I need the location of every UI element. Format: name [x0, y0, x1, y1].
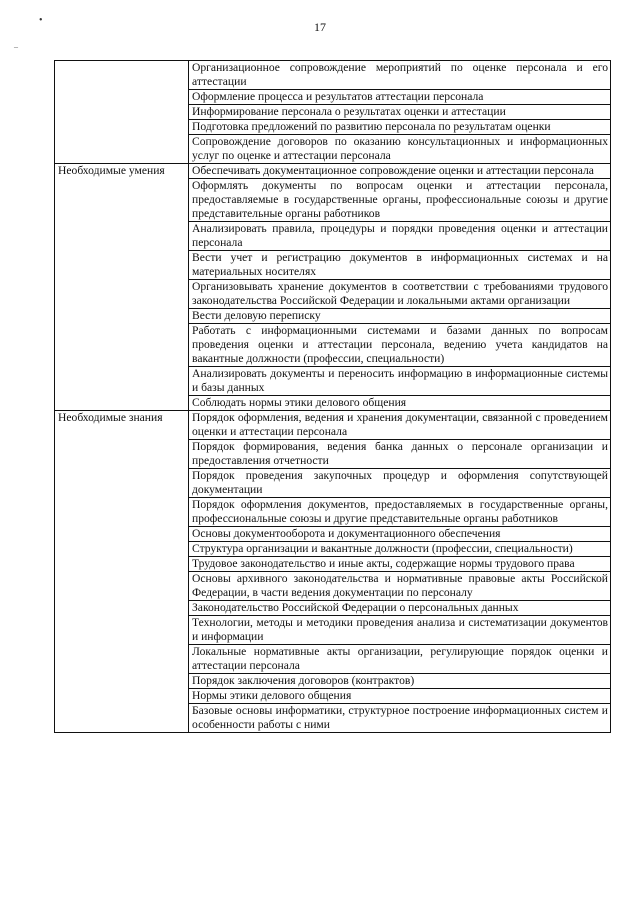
- requirement-item: Анализировать документы и переносить информацию в информационные системы и базы данных: [189, 367, 611, 396]
- requirement-item: Законодательство Российской Федерации о персональных данных: [189, 601, 611, 616]
- requirement-item: Сопровождение договоров по оказанию консультационных и информационных услуг по оценке и аттестации персонала: [189, 135, 611, 164]
- requirement-item: Соблюдать нормы этики делового общения: [189, 396, 611, 411]
- requirement-item: Обеспечивать документационное сопровождение оценки и аттестации персонала: [189, 164, 611, 179]
- table-row: [55, 61, 611, 90]
- table-row: [55, 411, 611, 440]
- page-number: 17: [314, 20, 326, 34]
- requirement-item: Технологии, методы и методики проведения анализа и систематизации документов и информации: [189, 616, 611, 645]
- requirement-item: Порядок оформления документов, предоставляемых в государственные органы, профессиональные союзы и другие представительные органы работников: [189, 498, 611, 527]
- section-label: Необходимые знания: [55, 411, 189, 733]
- requirement-item: Порядок формирования, ведения банка данных о персонале организации и предоставления отчетности: [189, 440, 611, 469]
- requirement-item: Оформлять документы по вопросам оценки и аттестации персонала, предоставляемые в государственные органы, профессиональные союзы и другие представительные органы работников: [189, 179, 611, 222]
- requirement-item: Организационное сопровождение мероприятий по оценке персонала и его аттестации: [189, 61, 611, 90]
- requirement-item: Организовывать хранение документов в соответствии с требованиями трудового законодательства Российской Федерации и локальными актами организации: [189, 280, 611, 309]
- requirement-item: Основы архивного законодательства и нормативные правовые акты Российской Федерации, в части ведения документации по персоналу: [189, 572, 611, 601]
- requirement-item: Порядок заключения договоров (контрактов): [189, 674, 611, 689]
- table-row: [55, 164, 611, 179]
- requirement-item: Структура организации и вакантные должности (профессии, специальности): [189, 542, 611, 557]
- requirements-table-body: [55, 61, 611, 733]
- requirement-item: Анализировать правила, процедуры и порядки проведения оценки и аттестации персонала: [189, 222, 611, 251]
- requirement-item: Вести учет и регистрацию документов в информационных системах и на материальных носителях: [189, 251, 611, 280]
- section-label: Необходимые умения: [55, 164, 189, 411]
- requirement-item: Порядок оформления, ведения и хранения документации, связанной с проведением оценки и аттестации персонала: [189, 411, 611, 440]
- requirement-item: Основы документооборота и документационного обеспечения: [189, 527, 611, 542]
- requirement-item: Информирование персонала о результатах оценки и аттестации: [189, 105, 611, 120]
- requirement-item: Трудовое законодательство и иные акты, содержащие нормы трудового права: [189, 557, 611, 572]
- requirement-item: Базовые основы информатики, структурное построение информационных систем и особенности работы с ними: [189, 704, 611, 733]
- requirement-item: Нормы этики делового общения: [189, 689, 611, 704]
- section-label: [55, 61, 189, 164]
- scan-mark: •: [39, 15, 43, 26]
- requirement-item: Оформление процесса и результатов аттестации персонала: [189, 90, 611, 105]
- requirement-item: Работать с информационными системами и базами данных по вопросам проведения оценки и аттестации персонала, ведению учета кандидатов на вакантные должности (профессии, специальности): [189, 324, 611, 367]
- requirements-table: [54, 60, 611, 733]
- requirement-item: Порядок проведения закупочных процедур и оформления сопутствующей документации: [189, 469, 611, 498]
- requirement-item: Подготовка предложений по развитию персонала по результатам оценки: [189, 120, 611, 135]
- requirement-item: Локальные нормативные акты организации, регулирующие порядок оценки и аттестации персонала: [189, 645, 611, 674]
- requirement-item: Вести деловую переписку: [189, 309, 611, 324]
- scan-dash: –: [14, 42, 18, 51]
